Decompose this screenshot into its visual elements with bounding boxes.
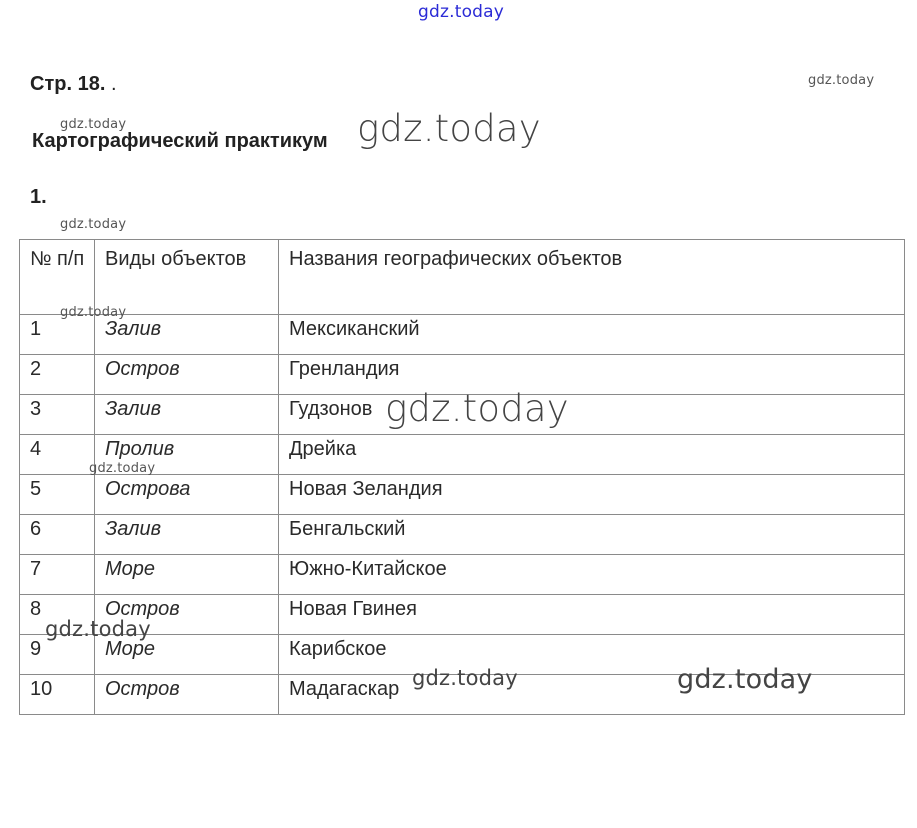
watermark: gdz.today (60, 217, 127, 232)
watermark: gdz.today (45, 617, 151, 641)
table-header-row (20, 240, 905, 315)
column-header-object-name: Названия географических объектов (279, 240, 905, 315)
object-name: Гудзонов (279, 395, 905, 435)
object-name: Мексиканский (279, 315, 905, 355)
column-header-object-type: Виды объектов (95, 240, 279, 315)
object-type: Остров (95, 355, 279, 395)
table-row (20, 515, 905, 555)
object-name: Карибское (279, 635, 905, 675)
object-name: Новая Зеландия (279, 475, 905, 515)
object-name: Дрейка (279, 435, 905, 475)
row-number: 10 (20, 675, 95, 715)
watermark: gdz.today (412, 666, 518, 690)
object-type: Море (95, 635, 279, 675)
row-number: 8 (20, 595, 95, 635)
column-header-number: № п/п (20, 240, 95, 315)
watermark: gdz.today (418, 2, 505, 22)
watermark: gdz.today (357, 107, 541, 150)
row-number: 6 (20, 515, 95, 555)
page-reference: Стр. 18. . (30, 73, 117, 95)
watermark: gdz.today (808, 73, 875, 88)
object-type: Залив (95, 395, 279, 435)
geography-table (19, 239, 905, 715)
watermark: gdz.today (60, 117, 127, 132)
row-number: 3 (20, 395, 95, 435)
table-row (20, 315, 905, 355)
object-name: Новая Гвинея (279, 595, 905, 635)
task-number: 1. (30, 186, 47, 208)
table-row (20, 595, 905, 635)
row-number: 7 (20, 555, 95, 595)
object-type: Залив (95, 515, 279, 555)
watermark: gdz.today (60, 305, 127, 320)
row-number: 1 (20, 315, 95, 355)
row-number: 9 (20, 635, 95, 675)
object-type: Море (95, 555, 279, 595)
table-row (20, 475, 905, 515)
watermark: gdz.today (89, 461, 156, 476)
watermark: gdz.today (677, 664, 813, 695)
object-name: Мадагаскар (279, 675, 905, 715)
object-type: Остров (95, 595, 279, 635)
row-number: 2 (20, 355, 95, 395)
object-type: Пролив (95, 435, 279, 475)
object-name: Южно-Китайское (279, 555, 905, 595)
section-heading: Картографический практикум (32, 130, 328, 152)
object-name: Гренландия (279, 355, 905, 395)
watermark: gdz.today (385, 387, 569, 430)
object-type: Острова (95, 475, 279, 515)
table-row (20, 555, 905, 595)
row-number: 5 (20, 475, 95, 515)
object-type: Остров (95, 675, 279, 715)
row-number: 4 (20, 435, 95, 475)
object-type: Залив (95, 315, 279, 355)
object-name: Бенгальский (279, 515, 905, 555)
